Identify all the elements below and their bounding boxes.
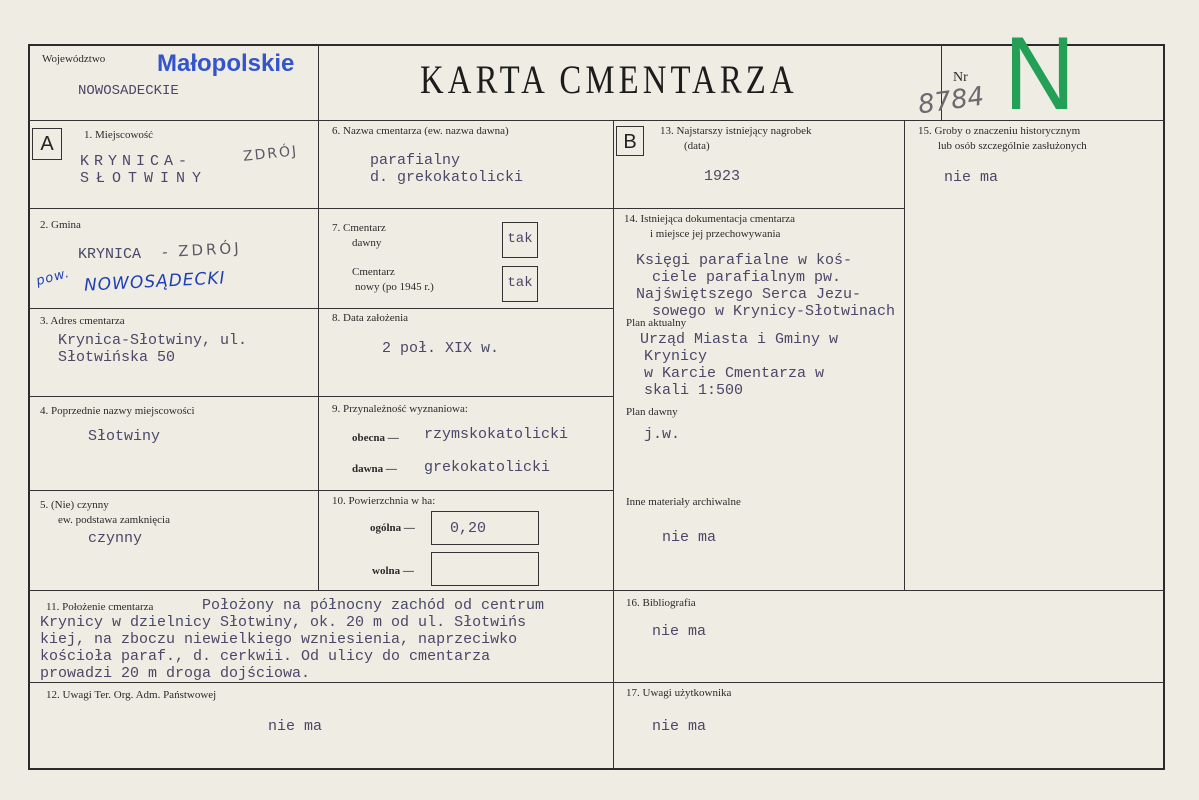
gmina-value: KRYNICA [78,246,142,263]
data-zalozenia-label: 8. Data założenia [332,312,409,324]
card-title: KARTA CMENTARZA [420,57,798,102]
polozenie-line3: kiej, na zboczu niewielkiego wzniesienia, naprzeciwko [40,631,518,648]
polozenie-line4: kościoła paraf., d. cerkwii. Od ulicy do cmentarza [40,648,491,665]
section-a-letter: A [32,128,62,160]
polozenie-label: 11. Położenie cmentarza [46,601,154,613]
plan-aktualny-label: Plan aktualny [626,317,687,329]
przynaleznosc-label: 9. Przynależność wyznaniowa: [332,403,468,415]
gmina-hand-value: NOWOSĄDECKI [83,268,227,296]
nagrobek-label-2: (data) [684,140,710,152]
miejscowosc-hand: ZDRÓJ [242,143,299,165]
polozenie-line1: Położony na północny zachód od centrum [202,597,545,614]
nazwa-label: 6. Nazwa cmentarza (ew. nazwa dawna) [332,125,509,137]
wojewodztwo-stamp: Małopolskie [157,50,295,77]
dokumentacja-line: ciele parafialnym pw. [652,269,842,286]
dokumentacja-line: Księgi parafialne w koś- [636,252,853,269]
adres-label: 3. Adres cmentarza [40,315,125,327]
polozenie-line2: Krynicy w dzielnicy Słotwiny, ok. 20 m od ul. Słotwińs [40,614,527,631]
uwagi-ter-value: nie ma [268,718,323,735]
czynny-label-2: ew. podstawa zamknięcia [58,514,170,526]
polozenie-line5: prowadzi 20 m droga dojściowa. [40,665,311,682]
nr-handwritten: 8784 [916,81,986,121]
cmentarz-nowy-label-2: nowy (po 1945 r.) [355,281,434,293]
groby-label-2: lub osób szczególnie zasłużonych [938,140,1087,152]
wojewodztwo-value: NOWOSADECKIE [78,83,179,99]
miejscowosc-label: 1. Miejscowość [84,129,154,141]
obecna-value: rzymskokatolicki [424,426,569,443]
ogolna-label: ogólna — [370,522,415,534]
dokumentacja-line: Najświętszego Serca Jezu- [636,286,862,303]
dokumentacja-label-1: 14. Istniejąca dokumentacja cmentarza [624,213,796,225]
wojewodztwo-label: Województwo [42,53,106,65]
uwagi-uzytkownika-value: nie ma [652,718,707,735]
inne-materialy-value: nie ma [662,529,717,546]
obecna-label: obecna — [352,432,399,444]
groby-label-1: 15. Groby o znaczeniu historycznym [918,125,1081,137]
cmentarz-nowy-label-1: Cmentarz [352,266,395,278]
dokumentacja-line: sowego w Krynicy-Słotwinach [652,303,896,320]
gmina-label: 2. Gmina [40,219,81,231]
bibliografia-label: 16. Bibliografia [626,597,696,609]
dawna-value: grekokatolicki [424,459,551,476]
adres-line1: Krynica-Słotwiny, ul. [58,332,248,349]
uwagi-ter-label: 12. Uwagi Ter. Org. Adm. Państwowej [46,689,217,701]
inne-materialy-label: Inne materiały archiwalne [626,496,741,508]
plan-aktualny-line: skali 1:500 [644,382,744,399]
dokumentacja-label-2: i miejsce jej przechowywania [650,228,781,240]
nazwa-line2: d. grekokatolicki [370,169,524,186]
nagrobek-value: 1923 [704,168,741,185]
section-b-letter: B [616,126,644,156]
plan-aktualny-line: Krynicy [644,348,708,365]
miejscowosc-value-line2: SŁOTWINY [80,170,209,187]
ogolna-value: 0,20 [450,520,487,537]
powierzchnia-label: 10. Powierzchnia w ha: [332,495,436,507]
nazwa-line1: parafialny [370,152,461,169]
nagrobek-label-1: 13. Najstarszy istniejący nagrobek [660,125,812,137]
cmentarz-dawny-box[interactable]: tak [502,222,538,258]
gmina-hand-prefix: pow. [34,265,72,290]
cmentarz-dawny-label-2: dawny [352,237,382,249]
cmentarz-dawny-label-1: 7. Cmentarz [332,222,386,234]
plan-dawny-value: j.w. [644,426,681,443]
header-divider [28,120,1165,121]
wolna-label: wolna — [372,565,414,577]
dawna-label: dawna — [352,463,397,475]
miejscowosc-value-line1: KRYNICA- [80,153,193,170]
wolna-box[interactable] [431,552,539,586]
plan-aktualny-line: Urząd Miasta i Gminy w [640,331,839,348]
adres-line2: Słotwińska 50 [58,349,176,366]
data-zalozenia-value: 2 poł. XIX w. [382,340,500,357]
plan-aktualny-line: w Karcie Cmentarza w [644,365,825,382]
bibliografia-value: nie ma [652,623,707,640]
groby-value: nie ma [944,169,999,186]
uwagi-uzytkownika-label: 17. Uwagi użytkownika [626,687,732,699]
czynny-value: czynny [88,530,143,547]
poprzednie-label: 4. Poprzednie nazwy miejscowości [40,405,195,417]
gmina-hand: - ZDRÓJ [161,238,243,262]
plan-dawny-label: Plan dawny [626,406,678,418]
czynny-label-1: 5. (Nie) czynny [40,499,109,511]
nr-label: Nr [953,70,968,85]
cmentarz-nowy-box[interactable]: tak [502,266,538,302]
poprzednie-value: Słotwiny [88,428,161,445]
category-mark: N [1003,16,1076,132]
